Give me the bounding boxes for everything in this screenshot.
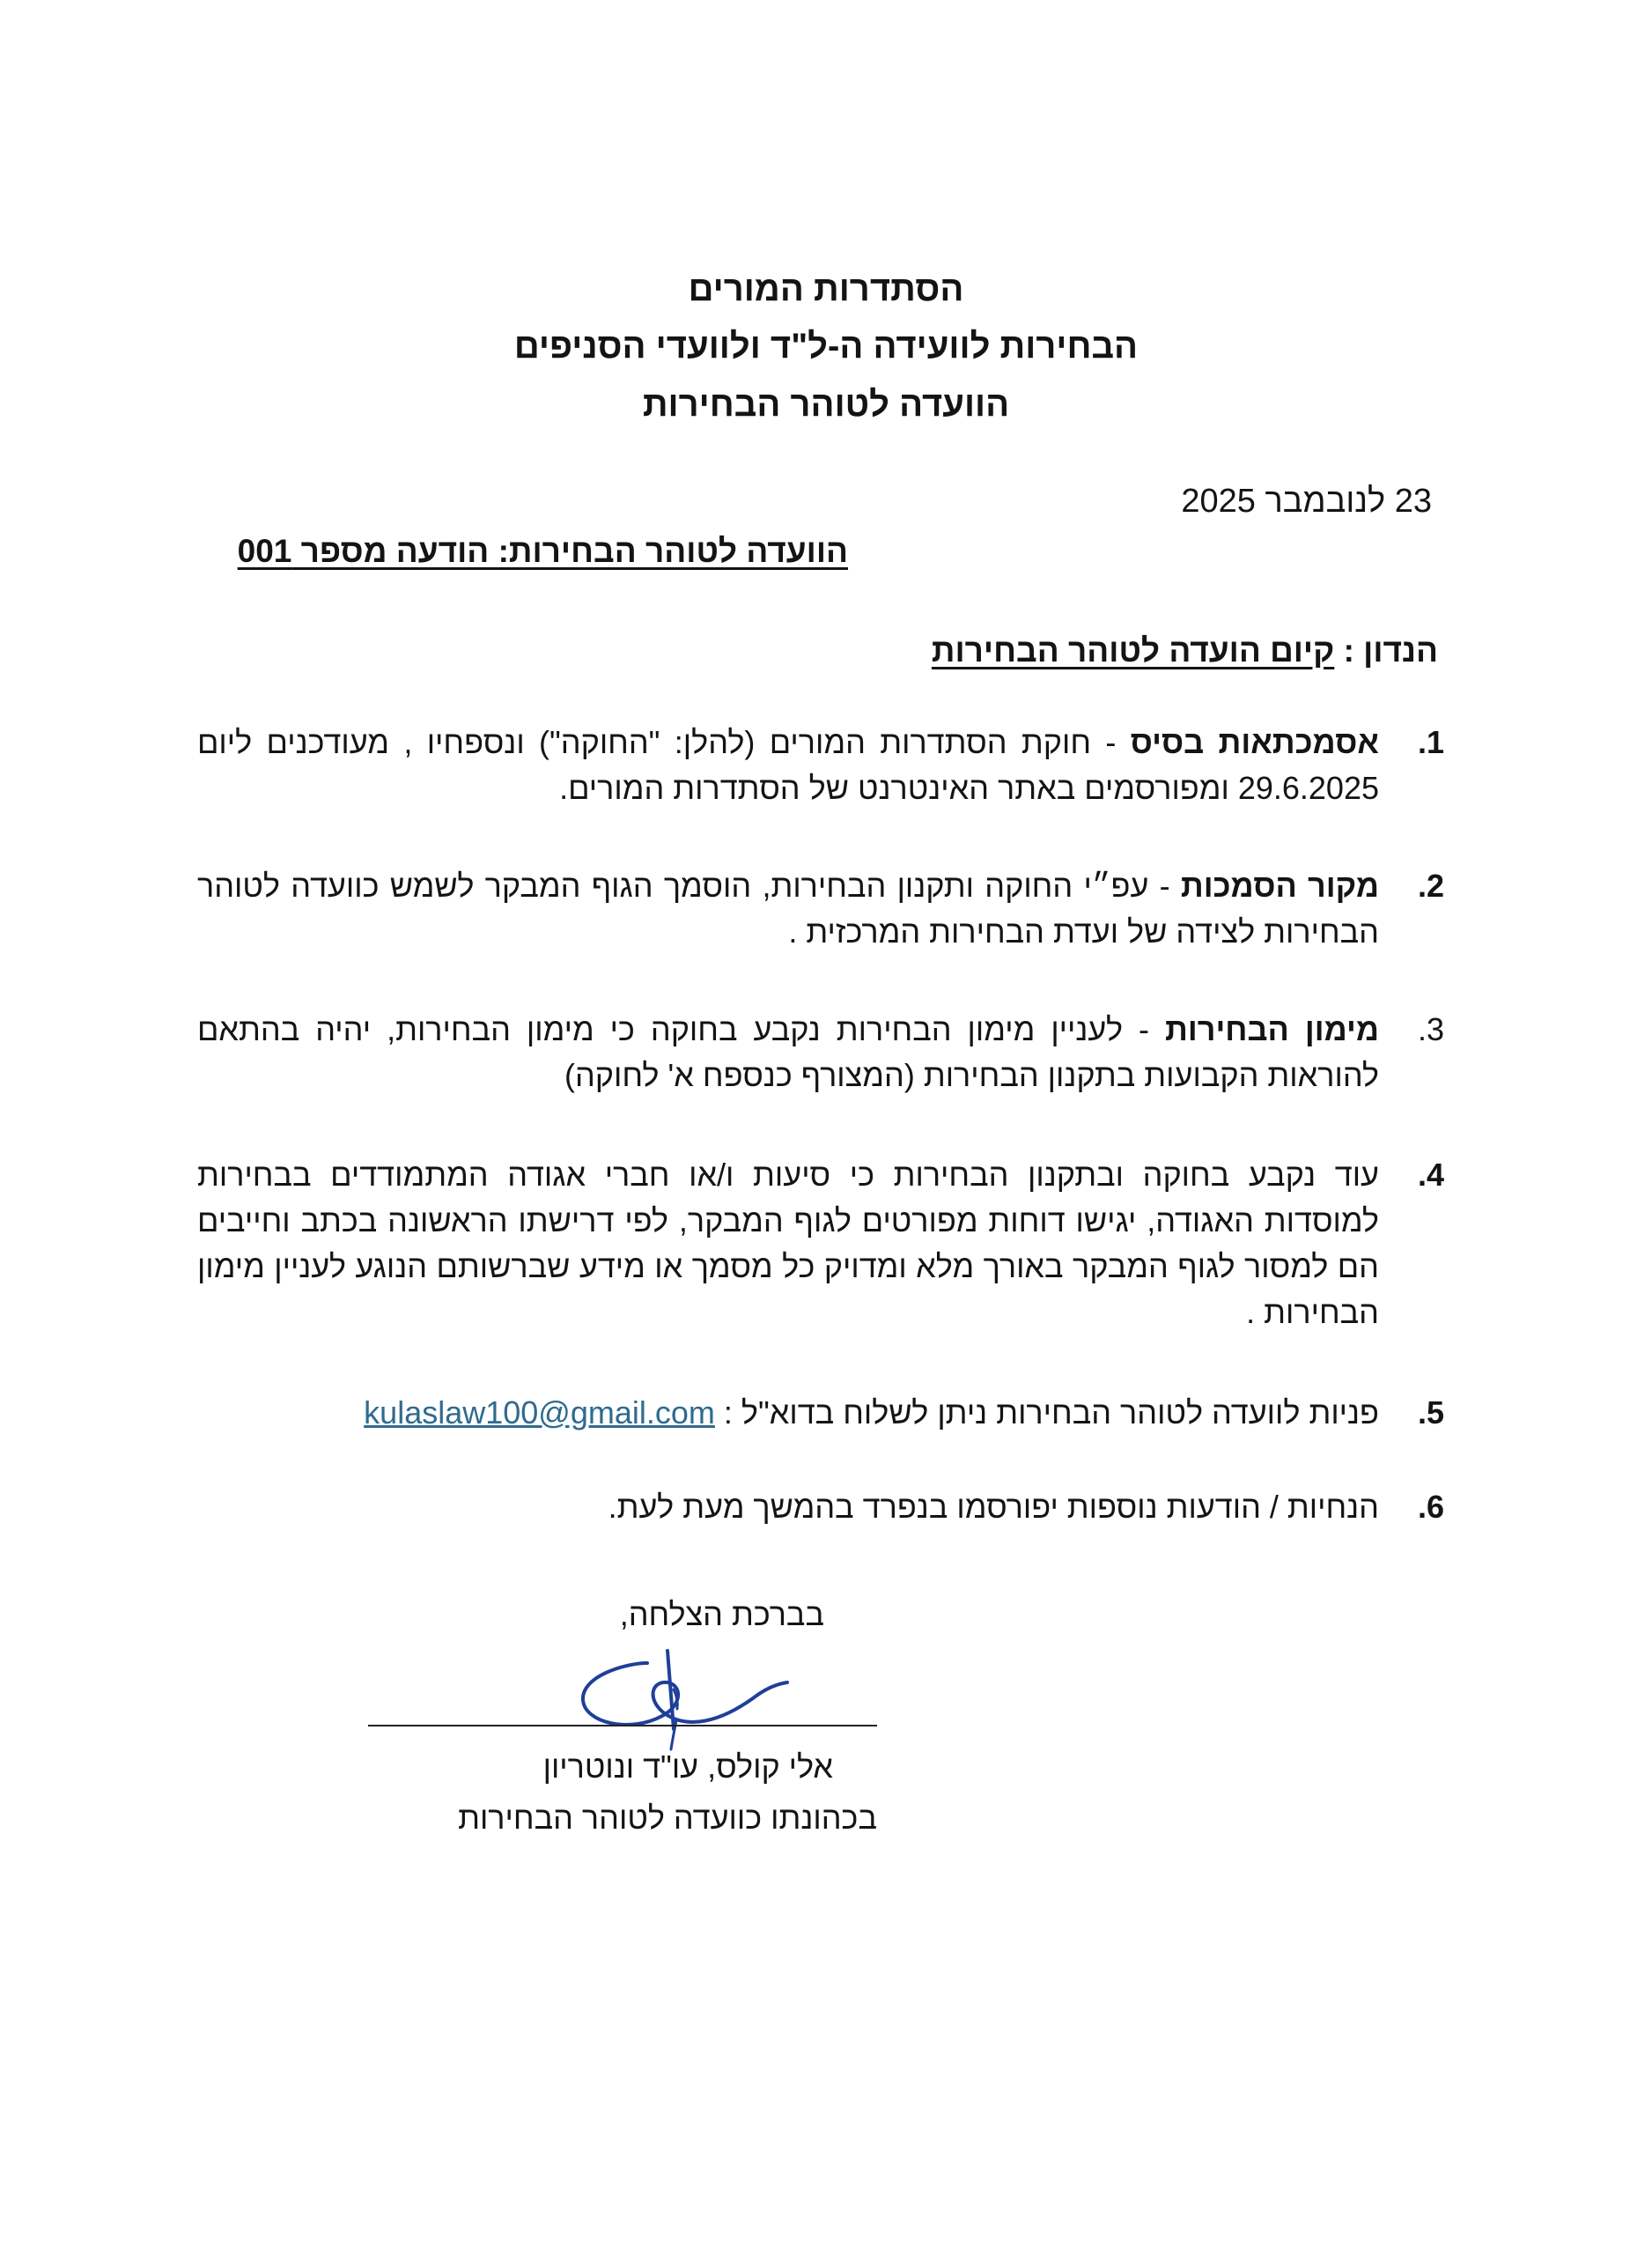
item-text: - עפ״י החוקה ותקנון הבחירות, הוסמך הגוף המבקר לשמש כוועדה לטוהר הבחירות לצידה של ועדת הבחירות המרכזית . [197, 868, 1379, 950]
signature-line [368, 1725, 877, 1726]
document-date: 23 לנובמבר 2025 [1181, 483, 1432, 520]
header-line-1: הסתדרות המורים [688, 270, 964, 308]
item-number: 1. [1417, 724, 1444, 760]
item-number: 3. [1417, 1011, 1444, 1047]
list-item-3 [197, 1007, 1444, 1098]
item-text: הנחיות / הודעות נוספות יפורסמו בנפרד בהמשך מעת לעת. [608, 1489, 1379, 1525]
list-item-1 [197, 720, 1444, 811]
item-heading: מימון הבחירות [1165, 1011, 1380, 1047]
signature-image [564, 1637, 810, 1760]
email-link[interactable]: kulaslaw100@gmail.com [364, 1394, 715, 1431]
signer-name: אלי קולס, עו"ד ונוטריון [542, 1749, 833, 1785]
subject-text: קיום הועדה לטוהר הבחירות [931, 632, 1335, 669]
header-line-3: הוועדה לטוהר הבחירות [642, 385, 1010, 424]
subject-line [932, 632, 1438, 669]
subject-label: הנדון : [1343, 632, 1438, 669]
list-item-4 [197, 1152, 1444, 1335]
list-item-6 [197, 1484, 1444, 1530]
item-number: 6. [1417, 1489, 1444, 1525]
item-number: 5. [1417, 1394, 1444, 1431]
list-item-2 [197, 863, 1444, 955]
closing-greeting: בברכת הצלחה, [619, 1596, 824, 1632]
header-line-2: הבחירות לוועידה ה-ל"ד ולוועדי הסניפים [513, 327, 1139, 366]
item-number: 4. [1417, 1157, 1444, 1193]
item-heading: מקור הסמכות [1180, 868, 1379, 904]
item-text: - חוקת הסתדרות המורים (להלן: "החוקה") ונספחיו , מעודכנים ליום 29.6.2025 ומפורסמים באתר האינטרנט של הסתדרות המורים. [197, 724, 1379, 806]
notice-title: הוועדה לטוהר הבחירות: הודעה מספר 001 [237, 533, 848, 569]
item-text: פניות לוועדה לטוהר הבחירות ניתן לשלוח בדוא"ל : [723, 1394, 1379, 1431]
item-text: עוד נקבע בחוקה ובתקנון הבחירות כי סיעות ו/או חברי אגודה המתמודדים בבחירות למוסדות האגודה, יגישו דוחות מפורטים לגוף המבקר, לפי דרישתו הראשונה בכתב וחייבים הם למסור לגוף המבקר באורך מלא ומדויק כל מסמך או מידע שברשותם הנוגע לעניין מימון הבחירות . [197, 1157, 1379, 1330]
item-number: 2. [1417, 868, 1444, 904]
list-item-5 [197, 1390, 1444, 1436]
item-text: - לעניין מימון הבחירות נקבע בחוקה כי מימון הבחירות, יהיה בהתאם להוראות הקבועות בתקנון הבחירות (המצורף כנספח א' לחוקה) [197, 1011, 1379, 1093]
item-heading: אסמכתאות בסיס [1130, 724, 1379, 760]
signer-role: בכהונתו כוועדה לטוהר הבחירות [458, 1800, 877, 1836]
